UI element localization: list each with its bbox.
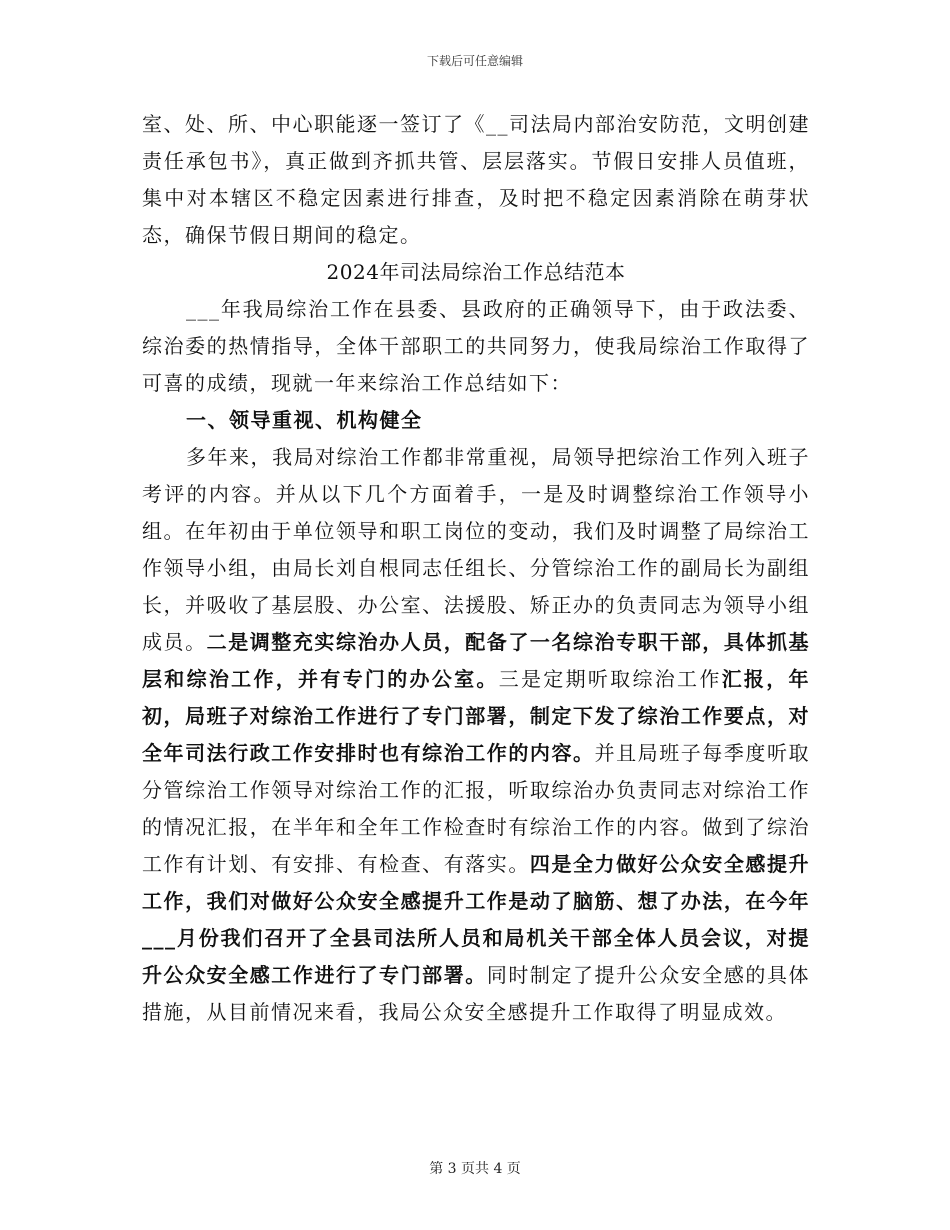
section1-text-7: 同时制定了提升公众安全感的具体措施，从目前情况来看，我局公众安全感提升工作取得了明显成效。 — [142, 963, 811, 1024]
section1-text-1: 多年来，我局对综治工作都非常重视，局领导把综治工作列入班子考评的内容。并从以下几个方面着手，一是及时调整综治工作领导小组。在年初由于单位领导和职工岗位的变动，我们及时调整了局综治工作领导小组，由局长刘自根同志任组长、分管综治工作的副局长为副组长，并吸收了基层股、办公室、法援股、矫正办的负责同志为领导小组成员。 — [142, 445, 810, 654]
document-title: 2024年司法局综治工作总结范本 — [326, 260, 626, 284]
section1-text-6-bold: 四是全力做好公众安全感提升工作，我们对做好公众安全感提升工作是动了脑筋、想了办法，在今年___月份我们召开了全县司法所人员和局机关干部全体人员会议，对提升公众安全感工作进行了专门部署。 — [142, 852, 811, 987]
document-body — [142, 106, 810, 1031]
section-heading-1: 一、领导重视、机构健全 — [186, 408, 423, 432]
section1-text-5: 并且局班子每季度听取分管综治工作领导对综治工作的汇报，听取综治办负责同志对综治工作的情况汇报，在半年和全年工作检查时有综治工作的内容。做到了综治工作有计划、有安排、有检查、有落实。 — [142, 741, 811, 876]
opening-paragraph: ___年我局综治工作在县委、县政府的正确领导下，由于政法委、综治委的热情指导，全体干部职工的共同努力，使我局综治工作取得了可喜的成绩，现就一年来综治工作总结如下： — [142, 297, 810, 395]
page-header: 下载后可任意编辑 — [426, 54, 523, 68]
section1-text-2-bold: 二是调整充实综治办人员，配备了一名综治专职干部，具体抓基层和综治工作，并有专门的办公室。 — [142, 630, 811, 691]
intro-paragraph: 室、处、所、中心职能逐一签订了《__司法局内部治安防范，文明创建责任承包书》，真正做到齐抓共管、层层落实。节假日安排人员值班，集中对本辖区不稳定因素进行排查，及时把不稳定因素消除在萌芽状态，确保节假日期间的稳定。 — [142, 112, 810, 247]
section1-text-3: 三是定期听取综治工作 — [498, 667, 722, 691]
page-footer: 第 3 页共 4 页 — [429, 1161, 521, 1177]
section1-text-4-bold: 汇报，年初，局班子对综治工作进行了专门部署，制定下发了综治工作要点，对全年司法行政工作安排时也有综治工作的内容。 — [142, 667, 811, 765]
section1-paragraph — [142, 439, 810, 1031]
